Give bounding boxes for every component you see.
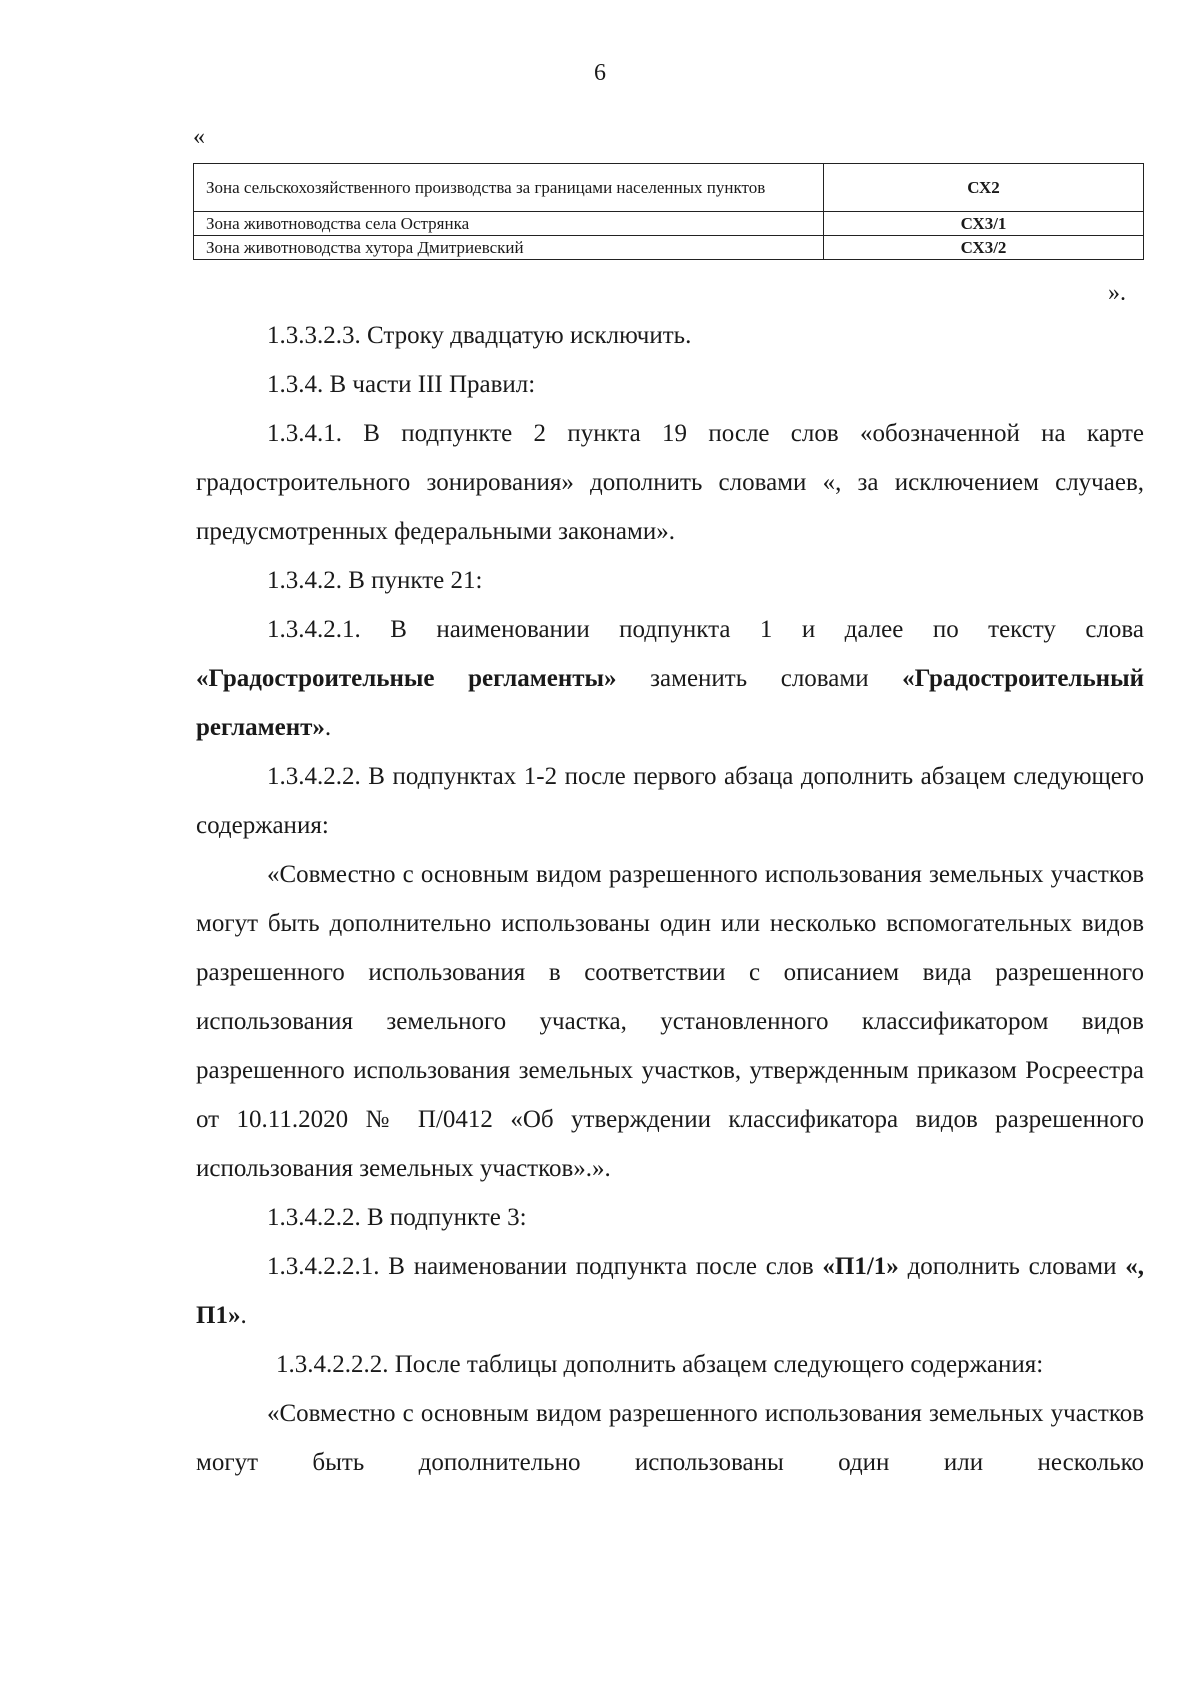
text-run: . [324,714,332,741]
zone-code: СХ3/2 [824,236,1144,260]
text-run: 1.3.4.2.2.1. В наименовании подпункта после слов [267,1253,823,1280]
text-run: дополнить словами [898,1253,1126,1280]
paragraph: 1.3.4.2. В пункте 21: [267,567,483,594]
paragraph: 1.3.4.2.2. В подпунктах 1-2 после первого абзаца дополнить абзацем следующего содержания: [196,763,1144,839]
text-run: . [240,1302,247,1329]
zone-name: Зона животноводства села Острянка [194,212,824,236]
bold-term: «, П1» [196,1253,1145,1329]
page-number: 6 [594,60,606,86]
table-row [194,236,1144,260]
paragraph: 1.3.4.2.2.2. После таблицы дополнить абзацем следующего содержания: [276,1351,1044,1378]
table-row [194,212,1144,236]
paragraph [196,1242,1144,1340]
paragraph [196,605,1144,752]
paragraph: 1.3.4.1. В подпункте 2 пункта 19 после слов «обозначенной на карте градостроительного зонирования» дополнить словами «, за исключением случаев, предусмотренных федеральными законами». [196,420,1144,545]
text-run: заменить словами [616,665,903,692]
zone-code: СХ3/1 [824,212,1144,236]
bold-term: «П1/1» [822,1253,899,1280]
zone-name: Зона животноводства хутора Дмитриевский [194,236,824,260]
text-run: 1.3.4.2.1. В наименовании подпункта 1 и далее по тексту слова [267,616,1144,643]
paragraph: 1.3.3.2.3. Строку двадцатую исключить. [267,322,692,349]
zone-code: СХ2 [824,164,1144,212]
paragraph: 1.3.4. В части III Правил: [267,371,536,398]
closing-quote: ». [1108,280,1126,306]
document-body [196,311,1144,1487]
paragraph: 1.3.4.2.2. В подпункте 3: [267,1204,527,1231]
bold-term: «Градостроительные регламенты» [196,665,617,692]
quoted-paragraph: «Совместно с основным видом разрешенного использования земельных участков могут быть дополнительно использованы один или несколько [196,1400,1144,1476]
zone-name: Зона сельскохозяйственного производства за границами населенных пунктов [194,164,824,212]
bold-term: «Градостроительный регламент» [196,665,1144,741]
opening-quote: « [193,124,205,150]
table-row [194,164,1144,212]
zones-table [193,163,1144,260]
quoted-paragraph: «Совместно с основным видом разрешенного использования земельных участков могут быть дополнительно использованы один или несколько вспомогательных видов разрешенного использования в соответствии с описанием вида разрешенного использования земельного участка, установленного классификатором видов разрешенного использования земельных участков, утвержденным приказом Росреестра от 10.11.2020 № П/0412 «Об утверждении классификатора видов разрешенного использования земельных участков».». [196,861,1144,1182]
